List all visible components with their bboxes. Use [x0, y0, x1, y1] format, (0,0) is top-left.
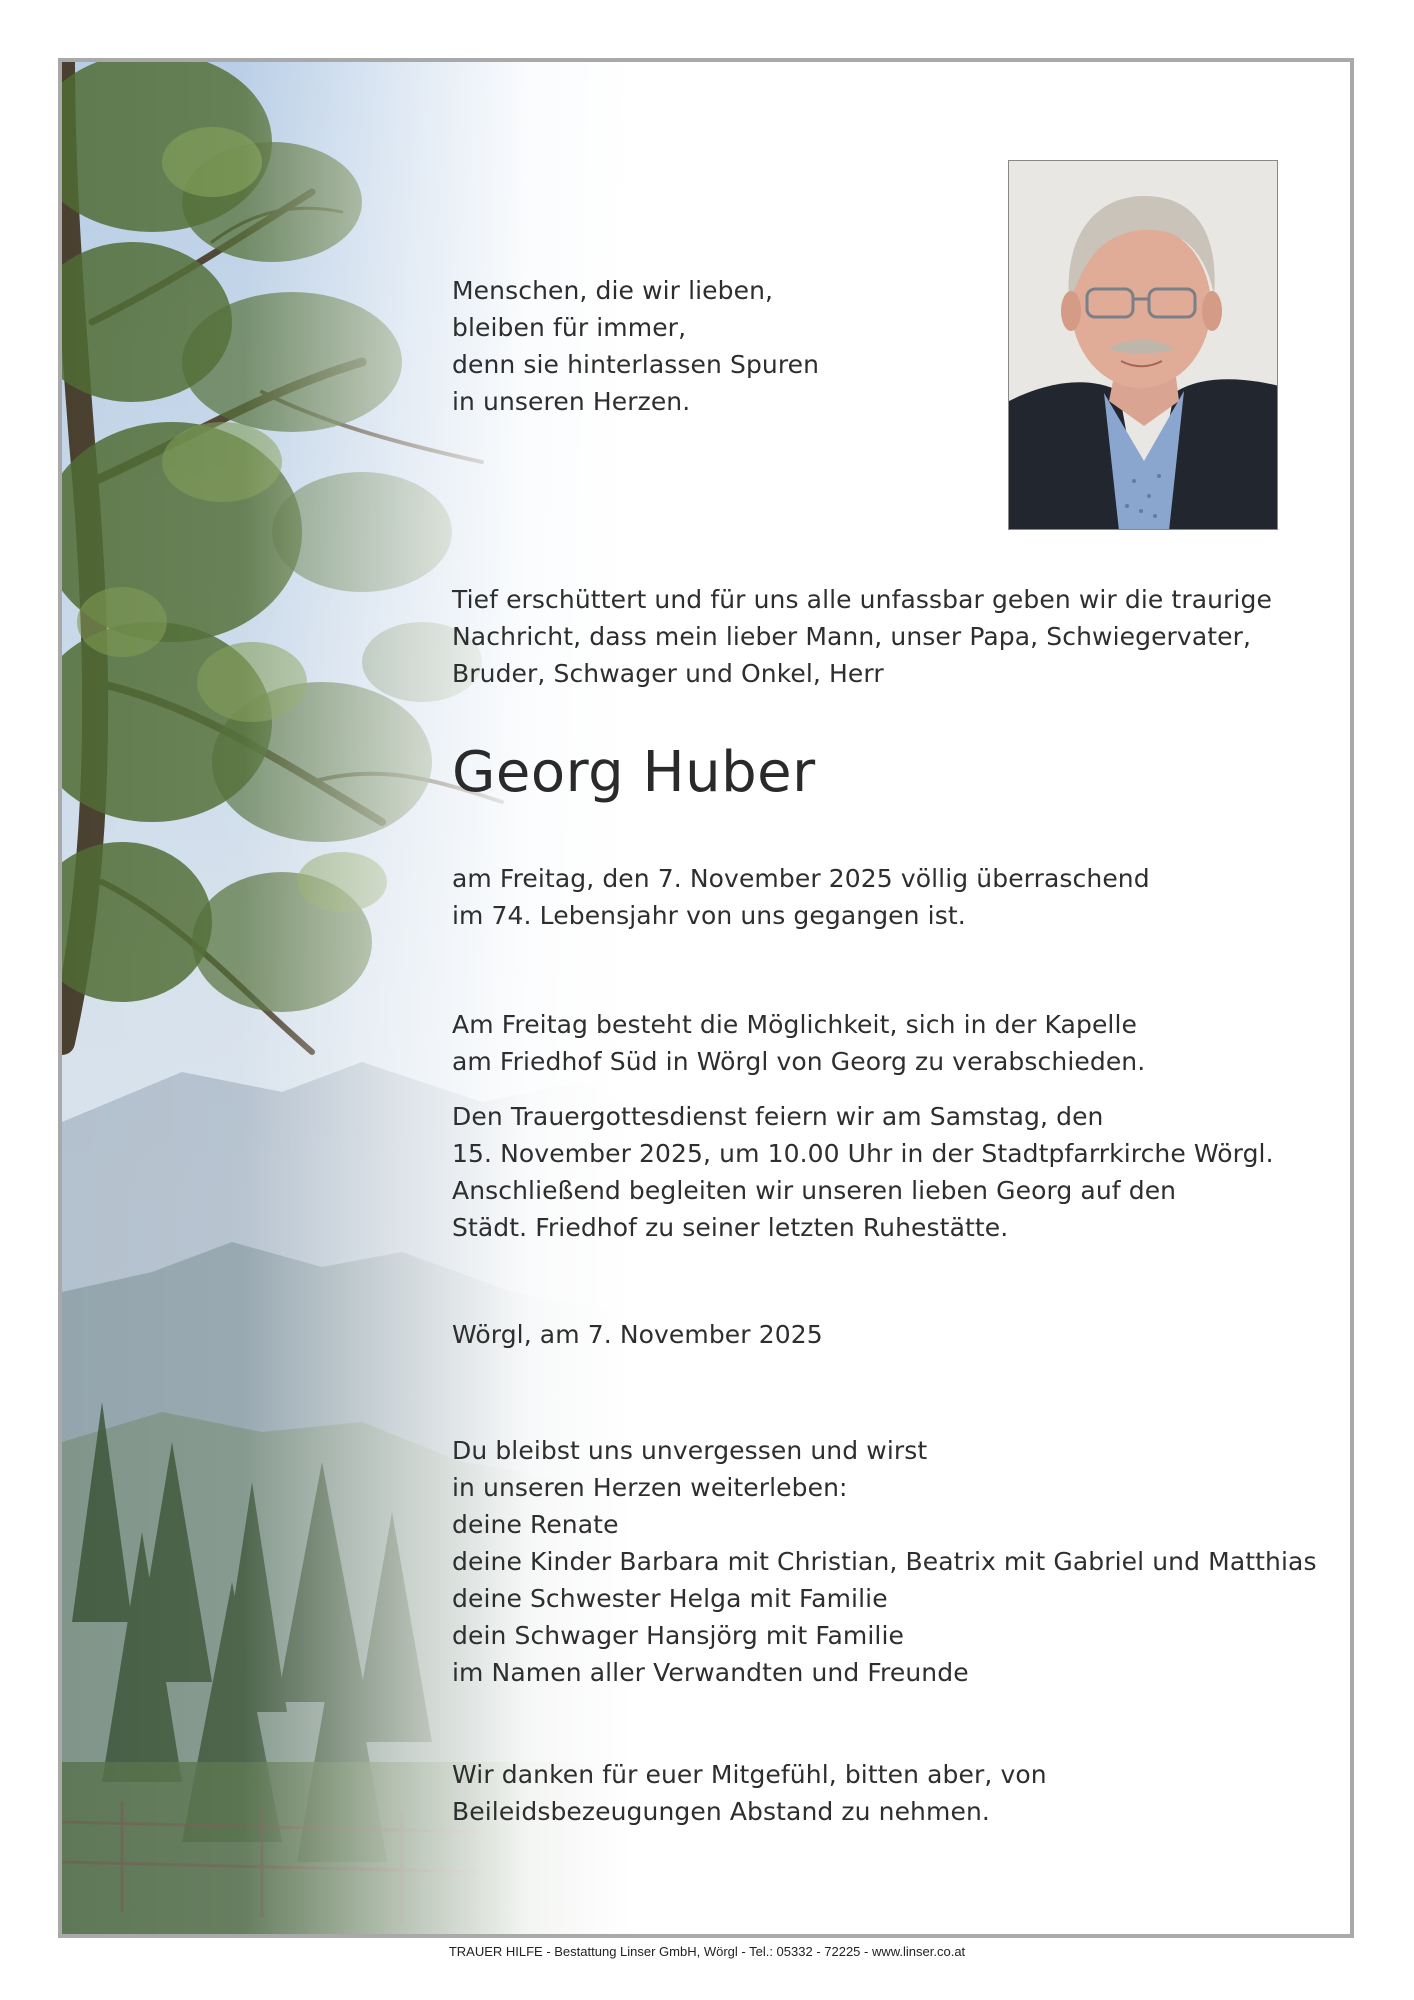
memorial-quote: [452, 272, 1332, 420]
mourners-line: Du bleibst uns unvergessen und wirst: [452, 1436, 928, 1465]
farewell-info: [452, 1006, 1332, 1080]
funeral-home-footer: TRAUER HILFE - Bestattung Linser GmbH, Wörgl - Tel.: 05332 - 72225 - www.linser.co.at: [448, 1944, 966, 1959]
mourners-line: deine Kinder Barbara mit Christian, Beatrix mit Gabriel und Matthias: [452, 1547, 1317, 1576]
announcement-line: Nachricht, dass mein lieber Mann, unser Papa, Schwiegervater,: [452, 622, 1252, 651]
service-line: Den Trauergottesdienst feiern wir am Samstag, den: [452, 1102, 1104, 1131]
farewell-line: Am Freitag besteht die Möglichkeit, sich in der Kapelle: [452, 1010, 1137, 1039]
mourners-list: [452, 1432, 1332, 1691]
thanks-note: [452, 1756, 1332, 1830]
mourners-line: dein Schwager Hansjörg mit Familie: [452, 1621, 904, 1650]
place-date-line: Wörgl, am 7. November 2025: [452, 1320, 823, 1349]
quote-line: bleiben für immer,: [452, 313, 687, 342]
death-line: am Freitag, den 7. November 2025 völlig überraschend: [452, 864, 1150, 893]
service-line: Städt. Friedhof zu seiner letzten Ruhestätte.: [452, 1213, 1009, 1242]
farewell-line: am Friedhof Süd in Wörgl von Georg zu verabschieden.: [452, 1047, 1146, 1076]
quote-line: Menschen, die wir lieben,: [452, 276, 774, 305]
death-info: [452, 860, 1332, 934]
death-line: im 74. Lebensjahr von uns gegangen ist.: [452, 901, 966, 930]
service-line: 15. November 2025, um 10.00 Uhr in der Stadtpfarrkirche Wörgl.: [452, 1139, 1274, 1168]
deceased-name: Georg Huber: [452, 740, 816, 805]
mourners-line: deine Renate: [452, 1510, 619, 1539]
quote-line: denn sie hinterlassen Spuren: [452, 350, 820, 379]
announcement-text: [452, 581, 1332, 692]
place-date: [452, 1316, 1332, 1353]
funeral-service-info: [452, 1098, 1332, 1246]
thanks-line: Beileidsbezeugungen Abstand zu nehmen.: [452, 1797, 990, 1826]
service-line: Anschließend begleiten wir unseren lieben Georg auf den: [452, 1176, 1177, 1205]
mourners-line: in unseren Herzen weiterleben:: [452, 1473, 848, 1502]
quote-line: in unseren Herzen.: [452, 387, 691, 416]
obituary-frame: [58, 58, 1354, 1938]
announcement-line: Tief erschüttert und für uns alle unfassbar geben wir die traurige: [452, 585, 1272, 614]
mourners-line: im Namen aller Verwandten und Freunde: [452, 1658, 969, 1687]
thanks-line: Wir danken für euer Mitgefühl, bitten aber, von: [452, 1760, 1047, 1789]
announcement-line: Bruder, Schwager und Onkel, Herr: [452, 659, 884, 688]
mourners-line: deine Schwester Helga mit Familie: [452, 1584, 888, 1613]
